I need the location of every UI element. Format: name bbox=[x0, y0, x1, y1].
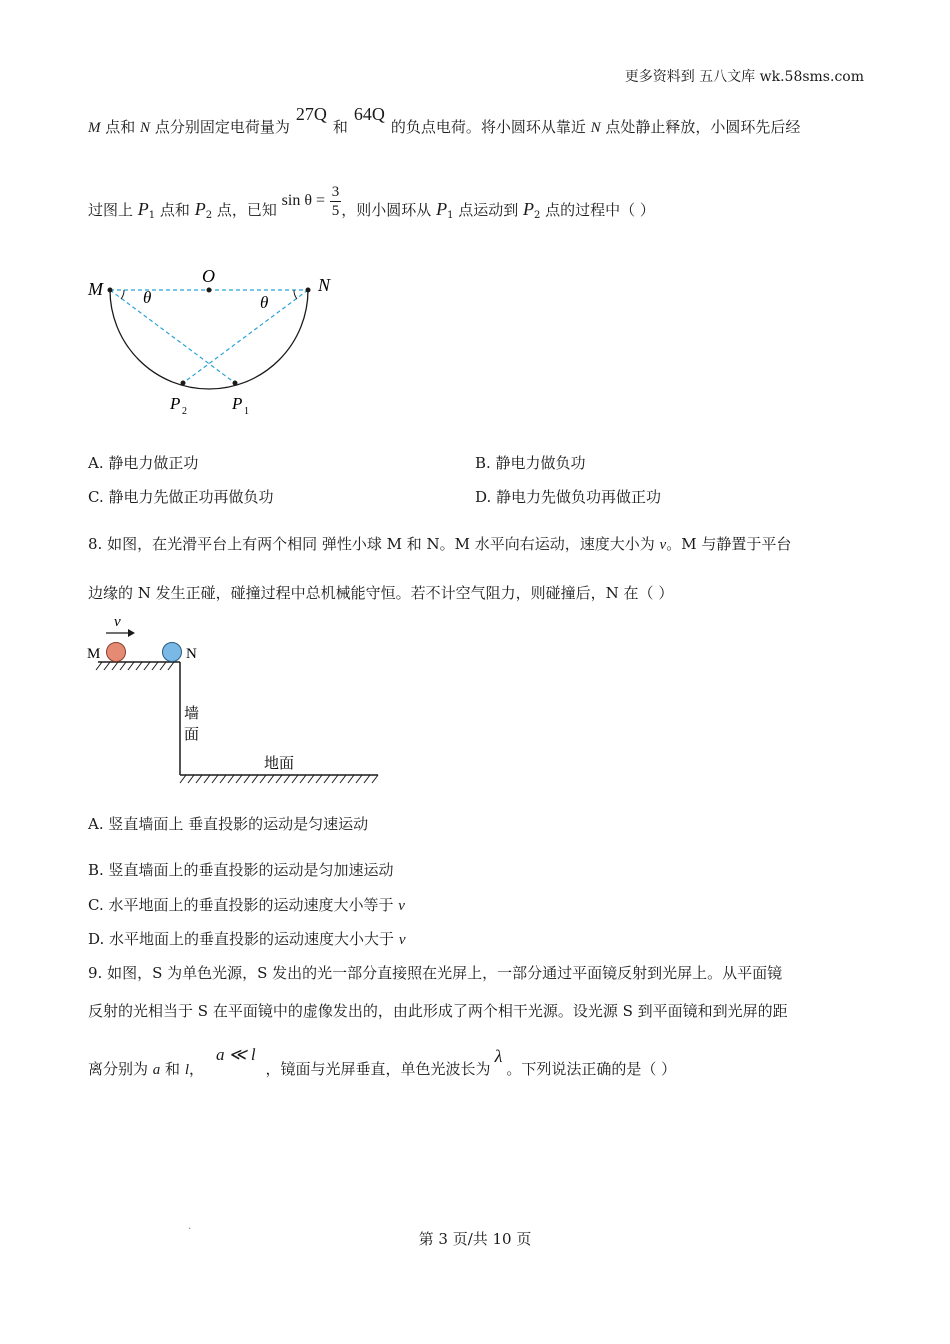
q9-line3 bbox=[88, 1046, 676, 1090]
ground-hatching bbox=[180, 775, 378, 783]
q8-line1 bbox=[88, 534, 791, 555]
text: 离分别为 bbox=[88, 1060, 153, 1078]
velocity-arrow-head bbox=[128, 629, 135, 637]
label-m: M bbox=[88, 120, 101, 136]
label-n: N bbox=[318, 275, 331, 295]
label-p2-sub: 2 bbox=[182, 406, 187, 417]
text: ， bbox=[189, 1060, 205, 1078]
numerator: 3 bbox=[331, 183, 340, 200]
label-m: M bbox=[88, 279, 103, 299]
point-p: P bbox=[436, 199, 448, 219]
q8-option-b: B. 竖直墙面上的垂直投影的运动是匀加速运动 bbox=[88, 861, 394, 879]
option-b: B. 静电力做负功 bbox=[475, 454, 586, 472]
collision-figure bbox=[82, 610, 382, 785]
q7-line2 bbox=[88, 184, 655, 234]
label-p2: P bbox=[170, 394, 181, 413]
text: ，则小圆环从 bbox=[341, 201, 437, 219]
q9-line2: 反射的光相当于 S 在平面镜中的虚像发出的，由此形成了两个相干光源。设光源 S 到平面镜和到光屏的距 bbox=[88, 1002, 788, 1020]
label-n: N bbox=[186, 646, 197, 662]
text: 点和 bbox=[100, 118, 141, 136]
semicircle-track bbox=[110, 290, 308, 389]
text: C. 水平地面上的垂直投影的运动速度大小等于 bbox=[88, 896, 399, 914]
platform-hatching bbox=[96, 662, 174, 670]
ball-m bbox=[107, 643, 126, 662]
charge-64q: 64Q bbox=[353, 104, 385, 124]
page-number: 第 3 页/共 10 页 bbox=[418, 1230, 532, 1248]
q8-option-a: A. 竖直墙面上 垂直投影的运动是匀速运动 bbox=[88, 815, 369, 833]
option-c: C. 静电力先做正功再做负功 bbox=[88, 488, 274, 506]
label-o: O bbox=[202, 266, 215, 286]
sub-2: 2 bbox=[205, 210, 213, 221]
point-p: P bbox=[137, 199, 149, 219]
text: 。下列说法正确的是（ ） bbox=[506, 1060, 677, 1078]
label-p1: P bbox=[232, 394, 243, 413]
label-p1-sub: 1 bbox=[244, 406, 249, 417]
text: 点的过程中（ ） bbox=[540, 201, 655, 219]
theta-m: θ bbox=[143, 288, 152, 307]
text: 的负点电荷。将小圆环从靠近 bbox=[390, 118, 591, 136]
velocity-v: v bbox=[659, 537, 667, 553]
sub-1: 1 bbox=[447, 210, 454, 221]
q9-line1: 9. 如图，S 为单色光源，S 发出的光一部分直接照在光屏上，一部分通过平面镜反射到光屏上。从平面镜 bbox=[88, 964, 783, 982]
text: 点分别固定电荷量为 bbox=[150, 118, 290, 136]
text: 和 bbox=[160, 1060, 185, 1078]
condition-a-much-less-l: a ≪ l bbox=[216, 1045, 256, 1064]
velocity-v: v bbox=[398, 932, 406, 948]
ground-label: 地面 bbox=[264, 756, 295, 772]
text: 点和 bbox=[155, 201, 195, 219]
text: ，镜面与光屏垂直，单色光波长为 bbox=[265, 1060, 491, 1078]
footer-dot: . bbox=[188, 1221, 192, 1232]
ball-n bbox=[163, 643, 182, 662]
point-m-dot bbox=[108, 288, 113, 293]
wall-label-2: 面 bbox=[184, 727, 200, 743]
text: 过图上 bbox=[88, 201, 138, 219]
label-n: N bbox=[140, 120, 151, 136]
angle-arc-m bbox=[121, 290, 124, 299]
point-n-dot bbox=[306, 288, 311, 293]
point-p: P bbox=[194, 199, 206, 219]
line-m-p1 bbox=[110, 290, 235, 383]
wall-label-1: 墙 bbox=[184, 706, 200, 722]
wavelength-lambda: λ bbox=[494, 1046, 503, 1066]
sub-1: 1 bbox=[148, 210, 156, 221]
line-n-p2 bbox=[183, 290, 308, 383]
label-m: M bbox=[87, 646, 101, 662]
sin-theta: sin θ = bbox=[281, 192, 325, 209]
velocity-label: v bbox=[114, 614, 121, 630]
point-o-dot bbox=[207, 288, 212, 293]
header-watermark: 更多资料到 五八文库 wk.58sms.com bbox=[624, 69, 864, 85]
q8-option-d bbox=[88, 929, 405, 950]
text: D. 水平地面上的垂直投影的运动速度大小大于 bbox=[88, 930, 399, 948]
velocity-v: v bbox=[398, 898, 405, 914]
denominator: 5 bbox=[331, 202, 340, 219]
distance-a: a bbox=[152, 1062, 161, 1078]
semicircle-figure bbox=[80, 262, 350, 422]
text: 。M 与静置于平台 bbox=[666, 535, 792, 553]
q8-option-c bbox=[88, 895, 405, 916]
option-a: A. 静电力做正功 bbox=[88, 454, 199, 472]
q7-line1 bbox=[88, 106, 800, 146]
theta-n: θ bbox=[260, 293, 269, 312]
distance-l: l bbox=[184, 1062, 189, 1078]
point-p1-dot bbox=[233, 381, 238, 386]
text: 点运动到 bbox=[453, 201, 523, 219]
text: 8. 如图，在光滑平台上有两个相同 弹性小球 M 和 N。M 水平向右运动，速度大小为 bbox=[88, 535, 660, 553]
q8-line2: 边缘的 N 发生正碰，碰撞过程中总机械能守恒。若不计空气阻力，则碰撞后，N 在（ ） bbox=[88, 584, 674, 602]
text: 点处静止释放，小圆环先后经 bbox=[600, 118, 801, 136]
text: 点，已知 bbox=[212, 201, 277, 219]
option-d: D. 静电力先做负功再做正功 bbox=[475, 488, 662, 506]
angle-arc-n bbox=[294, 290, 297, 299]
sub-2: 2 bbox=[533, 210, 541, 221]
charge-27q: 27Q bbox=[295, 104, 327, 124]
fraction-3-5 bbox=[330, 183, 342, 220]
point-p2-dot bbox=[181, 381, 186, 386]
label-n: N bbox=[590, 120, 601, 136]
text: 和 bbox=[332, 118, 348, 136]
point-p: P bbox=[522, 199, 534, 219]
